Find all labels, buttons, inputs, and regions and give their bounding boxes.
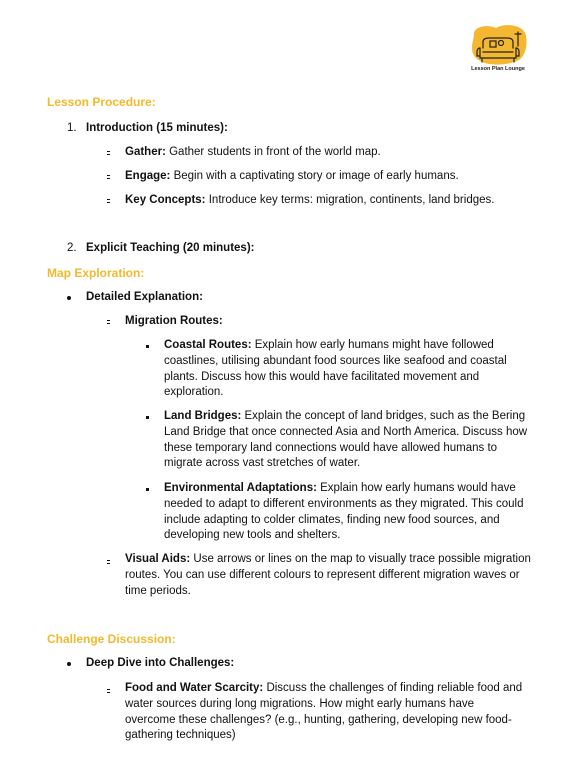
route-land-bridges: Land Bridges: Explain the concept of land bridges, such as the Bering Land Bridge that once connected Asia and North America. Discuss how these temporary land connections would have allowed humans to migrate across vast stretches of water. [164, 410, 528, 470]
bullet-icon [67, 662, 71, 666]
intro-item-gather: Gather: Gather students in front of the world map. [125, 146, 381, 158]
intro-title: Introduction (15 minutes): [86, 122, 228, 134]
square-bullet-icon [146, 416, 149, 419]
logo-caption: Lesson Plan Lounge [471, 66, 525, 72]
sub-bullet-icon [107, 560, 111, 564]
migration-routes-label: Migration Routes: [125, 315, 223, 327]
sub-bullet-icon [107, 320, 111, 324]
square-bullet-icon [146, 345, 149, 348]
food-water-scarcity: Food and Water Scarcity: Discuss the challenges of finding reliable food and water sources during long migrations. How might early humans have overcome these challenges? (e.g., hunting, gathering, developing new food-gathering techniques) [125, 682, 523, 742]
route-environmental: Environmental Adaptations: Explain how early humans would have needed to adapt to different environments as they migrated. This could include adapting to colder climates, finding new food sources, and developing new tools and shelters. [164, 482, 524, 542]
intro-item-key-concepts: Key Concepts: Introduce key terms: migration, continents, land bridges. [125, 194, 495, 206]
detailed-explanation: Detailed Explanation: [86, 291, 203, 303]
sub-bullet-icon [107, 175, 111, 179]
visual-aids: Visual Aids: Use arrows or lines on the map to visually trace possible migration routes. You can use different colours to represent different migration waves or time periods. [125, 553, 531, 597]
bullet-icon [67, 296, 71, 300]
route-coastal: Coastal Routes: Explain how early humans might have followed coastlines, utilising abundant food sources like seafood and coastal plants. Discuss how this would have facilitated movement and exploration. [164, 339, 507, 399]
square-bullet-icon [146, 488, 149, 491]
explicit-title: Explicit Teaching (20 minutes): [86, 242, 255, 254]
lesson-procedure-heading: Lesson Procedure: [47, 95, 156, 109]
sub-bullet-icon [107, 199, 111, 203]
map-exploration-heading: Map Exploration: [47, 266, 145, 280]
sub-bullet-icon [107, 689, 111, 693]
deep-dive: Deep Dive into Challenges: [86, 657, 235, 669]
sub-bullet-icon [107, 151, 111, 155]
intro-item-engage: Engage: Begin with a captivating story or image of early humans. [125, 170, 459, 182]
challenge-discussion-heading: Challenge Discussion: [47, 632, 176, 646]
explicit-number: 2. [67, 242, 77, 254]
intro-number: 1. [67, 122, 77, 134]
